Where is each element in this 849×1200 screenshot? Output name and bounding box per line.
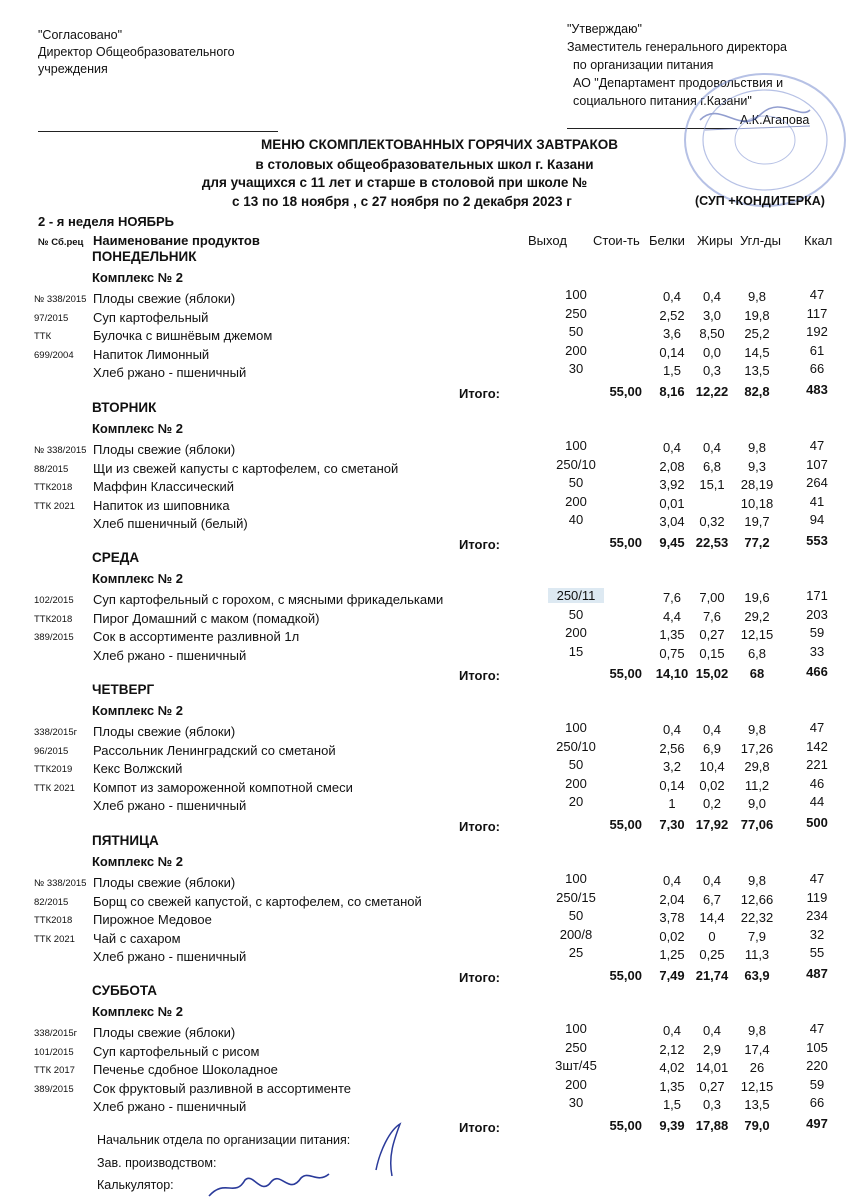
recipe-code: 389/2015 [34,632,74,644]
dish-protein: 3,2 [662,759,682,775]
dish-fat: 15,1 [699,477,725,493]
complex-label: Комплекс № 2 [92,1004,183,1019]
dish-name: Чай с сахаром [93,930,181,946]
dish-carbs: 28,19 [740,477,774,493]
day-heading: ПОНЕДЕЛЬНИК [92,249,197,264]
dish-fat: 7,00 [699,590,725,605]
dish-kcal: 171 [806,588,828,603]
dish-output: 40 [568,512,584,528]
dish-output: 30 [568,361,584,377]
total-kcal: 553 [806,533,828,548]
dish-output: 100 [565,871,587,886]
dish-carbs: 9,8 [747,289,767,304]
dish-protein: 0,14 [659,777,685,793]
approval-right-line: Заместитель генерального директора [567,40,788,54]
dish-carbs: 29,2 [744,608,770,624]
dish-protein: 0,14 [659,344,685,360]
dish-carbs: 26 [749,1060,765,1076]
dish-fat: 0,02 [699,777,725,793]
dish-carbs: 12,15 [740,627,774,643]
dish-carbs: 25,2 [744,326,770,342]
dish-name: Хлеб ржано - пшеничный [93,365,247,381]
day-heading: СРЕДА [92,550,140,565]
footer-calculator: Калькулятор: [97,1178,174,1192]
dish-name: Плоды свежие (яблоки) [93,724,236,739]
dish-protein: 3,78 [659,910,685,926]
dish-name: Плоды свежие (яблоки) [93,442,236,457]
complex-label: Комплекс № 2 [92,854,183,869]
dish-name: Рассольник Ленинградский со сметаной [93,742,336,758]
dish-fat: 0,2 [702,796,722,812]
dish-fat: 14,01 [695,1060,729,1076]
dish-kcal: 66 [809,1095,825,1111]
total-protein: 8,16 [659,384,685,399]
dish-protein: 0,4 [662,722,682,737]
dish-protein: 7,6 [662,590,682,605]
dish-carbs: 9,8 [747,722,767,737]
dish-fat: 10,4 [699,759,725,775]
dish-protein: 2,52 [659,307,685,323]
approval-left-line: Директор Общеобразовательного [38,45,235,59]
recipe-code: 338/2015г [34,1028,78,1039]
total-label: Итого: [459,819,500,834]
dish-name: Плоды свежие (яблоки) [93,1025,236,1040]
dish-fat: 3,0 [702,307,722,323]
recipe-code: ТТК 2021 [34,500,75,512]
dish-carbs: 29,8 [744,759,770,775]
dish-protein: 3,04 [659,514,685,530]
dish-kcal: 59 [809,1076,825,1092]
dish-output: 3шт/45 [555,1058,597,1074]
footer-production-manager: Зав. производством: [97,1156,217,1170]
complex-label: Комплекс № 2 [92,270,183,285]
total-fat: 17,92 [695,817,729,832]
dish-kcal: 47 [809,871,825,886]
dish-carbs: 7,9 [747,928,767,944]
dish-carbs: 13,5 [744,363,770,379]
col-header-fat: Жиры [697,233,733,248]
dish-kcal: 264 [806,475,828,491]
dish-carbs: 10,18 [740,495,774,511]
dish-protein: 3,6 [662,326,682,342]
dish-kcal: 41 [809,493,825,509]
dish-output: 25 [568,945,584,961]
menu-title: МЕНЮ СКОМПЛЕКТОВАННЫХ ГОРЯЧИХ ЗАВТРАКОВ [261,137,618,152]
dish-fat: 2,9 [702,1041,722,1057]
dish-carbs: 12,15 [740,1078,774,1094]
col-header-name: Наименование продуктов [93,233,260,248]
recipe-code: № 338/2015 [34,294,87,305]
dish-output: 200 [565,775,587,791]
dish-output: 100 [565,287,587,302]
dish-output: 250/10 [556,738,596,754]
dish-fat: 0,27 [699,1078,725,1094]
total-kcal: 497 [806,1116,828,1131]
total-kcal: 466 [806,664,828,680]
dish-kcal: 61 [809,342,825,358]
dish-output: 250/15 [556,889,596,905]
dish-protein: 0,4 [662,873,682,888]
recipe-code: ТТК 2021 [34,933,75,945]
dish-kcal: 66 [809,361,825,377]
total-carbs: 79,0 [744,1118,770,1133]
dish-protein: 4,02 [659,1060,685,1076]
total-protein: 7,30 [659,817,685,832]
dish-carbs: 9,8 [747,873,767,888]
dish-name: Плоды свежие (яблоки) [93,291,236,306]
dish-protein: 3,92 [659,477,685,493]
dish-kcal: 142 [806,738,828,754]
complex-label: Комплекс № 2 [92,703,183,718]
total-fat: 22,53 [695,535,729,550]
dish-carbs: 9,8 [747,440,767,455]
dish-kcal: 234 [806,908,828,924]
dish-output: 250 [565,305,587,321]
col-header-out: Выход [528,233,567,248]
dish-carbs: 19,8 [744,307,770,323]
dish-name: Пирожное Медовое [93,912,212,928]
dish-name: Сок фруктовый разливной в ассортименте [93,1080,352,1096]
dish-protein: 0,02 [659,928,685,944]
recipe-code: ТТК2018 [34,482,73,494]
col-header-carbs: Угл-ды [740,233,781,248]
signature-line-left [38,131,278,132]
dish-output: 100 [565,720,587,735]
total-fat: 12,22 [695,384,729,399]
recipe-code: 389/2015 [34,1083,74,1095]
dish-kcal: 220 [806,1058,828,1074]
approval-right-line: "Утверждаю" [567,22,642,36]
dish-carbs: 13,5 [744,1097,770,1113]
total-label: Итого: [459,668,500,684]
dish-name: Сок в ассортименте разливной 1л [93,629,300,645]
recipe-code: ТТК 2021 [34,782,75,794]
dish-kcal: 32 [809,926,825,942]
recipe-code: 101/2015 [34,1046,74,1058]
menu-type: (СУП +КОНДИТЕРКА) [695,194,825,208]
dish-carbs: 19,7 [744,514,770,530]
dish-protein: 1,5 [662,1097,682,1113]
dish-kcal: 94 [809,512,825,528]
dish-name: Компот из замороженной компотной смеси [93,779,353,795]
dish-kcal: 107 [806,456,828,472]
dish-output: 250/10 [556,456,596,472]
dish-fat: 0 [708,928,716,944]
dish-name: Хлеб ржано - пшеничный [93,647,247,663]
dish-kcal: 105 [806,1039,828,1055]
total-kcal: 483 [806,382,828,397]
complex-label: Комплекс № 2 [92,571,183,586]
total-protein: 9,45 [659,535,685,550]
total-carbs: 68 [749,666,765,682]
col-header-protein: Белки [649,233,685,248]
total-label: Итого: [459,537,500,552]
signature-icon [205,1168,335,1200]
dish-kcal: 44 [809,794,825,810]
dish-protein: 2,12 [659,1041,685,1057]
dish-name: Напиток из шиповника [93,497,230,513]
dish-fat: 6,7 [702,891,722,907]
dish-output: 100 [565,1021,587,1036]
dish-fat: 6,8 [702,458,722,474]
dish-fat: 6,9 [702,740,722,756]
dish-output: 30 [568,1095,584,1111]
dish-kcal: 203 [806,606,828,622]
dish-name: Напиток Лимонный [93,346,210,362]
dish-kcal: 47 [809,1021,825,1036]
dish-output: 50 [568,324,584,340]
total-label: Итого: [459,970,500,985]
day-heading: ПЯТНИЦА [92,833,159,848]
dish-output: 200 [565,493,587,509]
dish-protein: 4,4 [662,608,682,624]
total-carbs: 77,2 [744,535,770,550]
dish-name: Суп картофельный с горохом, с мясными фрикадельками [93,592,444,607]
recipe-code: 96/2015 [34,745,69,757]
total-carbs: 82,8 [744,384,770,399]
total-label: Итого: [459,386,500,401]
recipe-code: № 338/2015 [34,445,87,456]
dish-output: 50 [568,757,584,773]
dish-output: 250/11 [548,588,604,603]
dish-protein: 0,4 [662,440,682,455]
dish-output: 250 [565,1039,587,1055]
dish-name: Пирог Домашний с маком (помадкой) [93,610,320,626]
dish-name: Плоды свежие (яблоки) [93,875,236,890]
dish-fat: 0,0 [702,344,722,360]
dish-carbs: 9,8 [747,1023,767,1038]
dish-fat: 8,50 [699,326,725,342]
total-fat: 15,02 [695,666,729,682]
total-carbs: 63,9 [744,968,770,983]
day-heading: ВТОРНИК [92,400,157,415]
dish-fat: 0,27 [699,627,725,643]
dish-carbs: 17,4 [744,1041,770,1057]
dish-fat: 7,6 [702,608,722,624]
col-header-kcal: Ккал [804,233,833,248]
recipe-code: 338/2015г [34,727,78,738]
recipe-code: ТТК 2017 [34,1065,75,1077]
dish-protein: 0,4 [662,1023,682,1038]
recipe-code: ТТК [34,331,52,343]
menu-audience: для учащихся с 11 лет и старше в столовой при школе № [201,175,588,190]
dish-kcal: 59 [809,625,825,641]
dish-fat: 0,4 [702,873,722,888]
col-header-num: № Сб.рец [38,237,84,248]
total-cost: 55,00 [609,384,642,399]
dish-carbs: 14,5 [744,344,770,360]
dish-kcal: 47 [809,287,825,302]
recipe-code: 699/2004 [34,349,74,361]
dish-fat: 0,15 [699,645,725,661]
dish-kcal: 33 [809,643,825,659]
dish-carbs: 9,3 [747,458,767,474]
dish-protein: 1,5 [662,363,682,379]
dish-output: 50 [568,606,584,622]
dish-protein: 1,35 [659,627,685,643]
dish-name: Хлеб ржано - пшеничный [93,798,247,814]
total-kcal: 487 [806,966,828,981]
total-kcal: 500 [806,815,828,830]
dish-output: 50 [568,908,584,924]
dish-kcal: 119 [806,889,828,905]
menu-dates: с 13 по 18 ноября , с 27 ноября по 2 декабря 2023 г [232,194,572,209]
approval-right-line: АО "Департамент продовольствия и [573,76,784,90]
dish-fat: 0,3 [702,363,722,379]
dish-output: 50 [568,475,584,491]
total-cost: 55,00 [609,968,642,983]
dish-output: 15 [568,643,584,659]
recipe-code: 88/2015 [34,463,69,475]
dish-fat: 0,25 [699,947,725,963]
dish-name: Печенье сдобное Шоколадное [93,1062,278,1078]
total-label: Итого: [459,1120,500,1135]
complex-label: Комплекс № 2 [92,421,183,436]
dish-protein: 1 [668,796,676,812]
dish-carbs: 6,8 [747,645,767,661]
dish-carbs: 11,2 [744,777,770,793]
dish-protein: 1,35 [659,1078,685,1094]
dish-fat: 0,32 [699,514,725,530]
dish-protein: 2,56 [659,740,685,756]
col-header-cost: Стои-ть [593,233,640,248]
day-heading: СУББОТА [92,983,158,998]
dish-kcal: 221 [806,757,828,773]
dish-output: 100 [565,438,587,453]
dish-kcal: 47 [809,438,825,453]
dish-protein: 0,4 [662,289,682,304]
total-protein: 9,39 [659,1118,685,1133]
dish-output: 20 [568,794,584,810]
recipe-code: 82/2015 [34,896,69,908]
dish-name: Булочка с вишнёвым джемом [93,328,273,344]
dish-carbs: 12,66 [740,891,774,907]
recipe-code: ТТК2018 [34,613,73,625]
dish-fat: 0,4 [702,440,722,455]
dish-kcal: 117 [806,305,828,321]
dish-output: 200 [565,342,587,358]
dish-name: Кекс Волжский [93,761,183,777]
dish-name: Борщ со свежей капустой, с картофелем, со сметаной [93,893,422,909]
recipe-code: 102/2015 [34,595,74,606]
total-fat: 21,74 [695,968,729,983]
dish-carbs: 11,3 [744,947,770,963]
recipe-code: 97/2015 [34,312,69,324]
dish-name: Хлеб ржано - пшеничный [93,1099,247,1115]
signature-icon [370,1120,410,1180]
dish-protein: 2,04 [659,891,685,907]
recipe-code: ТТК2018 [34,915,73,927]
dish-fat: 14,4 [699,910,725,926]
dish-name: Суп картофельный с рисом [93,1043,260,1059]
total-cost: 55,00 [609,535,642,550]
dish-carbs: 19,6 [744,590,770,605]
recipe-code: ТТК2019 [34,764,73,776]
approval-right-line: социального питания г.Казани" [573,94,752,108]
dish-protein: 2,08 [659,458,685,474]
dish-name: Щи из свежей капусты с картофелем, со сметаной [93,460,399,476]
menu-subtitle: в столовых общеобразовательных школ г. Казани [255,157,594,172]
dish-name: Хлеб ржано - пшеничный [93,949,247,965]
dish-protein: 0,01 [659,495,685,511]
total-cost: 55,00 [609,1118,642,1133]
recipe-code: № 338/2015 [34,878,87,889]
dish-protein: 0,75 [659,645,685,661]
dish-kcal: 192 [806,324,828,340]
footer-head-of-dept: Начальник отдела по организации питания: [97,1133,351,1147]
dish-fat: 0,4 [702,289,722,304]
dish-fat: 0,4 [702,722,722,737]
approval-left-line: учреждения [38,62,108,76]
day-heading: ЧЕТВЕРГ [92,682,155,697]
dish-kcal: 55 [809,945,825,961]
total-cost: 55,00 [609,817,642,832]
dish-carbs: 9,0 [747,796,767,812]
total-carbs: 77,06 [740,817,774,832]
total-protein: 14,10 [655,666,689,682]
dish-carbs: 17,26 [740,740,774,756]
dish-output: 200 [565,625,587,641]
dish-name: Хлеб пшеничный (белый) [93,516,248,532]
dish-protein: 1,25 [659,947,685,963]
total-cost: 55,00 [609,666,642,682]
approval-left-block [38,27,235,78]
dish-name: Суп картофельный [93,309,209,325]
signer-name: А.К.Агапова [740,113,810,127]
total-fat: 17,88 [695,1118,729,1133]
dish-kcal: 46 [809,775,825,791]
approval-left-line: "Согласовано" [38,28,123,42]
dish-carbs: 22,32 [740,910,774,926]
week-label: 2 - я неделя НОЯБРЬ [38,214,175,229]
dish-output: 200 [565,1076,587,1092]
dish-fat: 0,4 [702,1023,722,1038]
dish-fat: 0,3 [702,1097,722,1113]
dish-kcal: 47 [809,720,825,735]
dish-output: 200/8 [559,926,593,942]
total-protein: 7,49 [659,968,685,983]
approval-right-line: по организации питания [573,58,714,72]
dish-name: Маффин Классический [93,479,235,495]
